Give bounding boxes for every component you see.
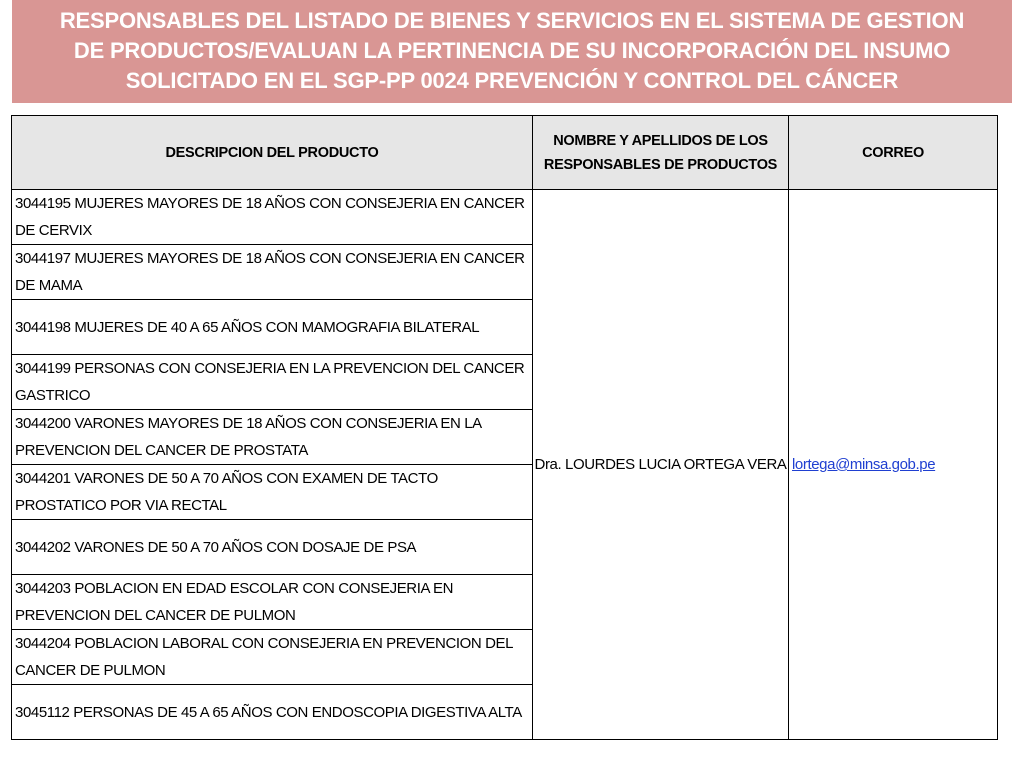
- responsible-name: Dra. LOURDES LUCIA ORTEGA VERA: [533, 190, 789, 740]
- header-email: CORREO: [789, 116, 998, 190]
- title-line-3: SOLICITADO EN EL SGP-PP 0024 PREVENCIÓN Y CONTROL DEL CÁNCER: [125, 67, 899, 93]
- table-header-row: [12, 116, 998, 190]
- header-responsible-line-2: RESPONSABLES DE PRODUCTOS: [543, 156, 778, 173]
- title-line-2: DE PRODUCTOS/EVALUAN LA PERTINENCIA DE SU INCORPORACIÓN DEL INSUMO: [73, 37, 951, 63]
- product-description: 3044202 VARONES DE 50 A 70 AÑOS CON DOSAJE DE PSA: [12, 520, 533, 575]
- header-responsible: [533, 116, 789, 190]
- product-description: 3044200 VARONES MAYORES DE 18 AÑOS CON CONSEJERIA EN LA PREVENCION DEL CANCER DE PROSTATA: [12, 410, 533, 465]
- product-description: 3044197 MUJERES MAYORES DE 18 AÑOS CON CONSEJERIA EN CANCER DE MAMA: [12, 245, 533, 300]
- header-description: DESCRIPCION DEL PRODUCTO: [12, 116, 533, 190]
- header-responsible-line-1: NOMBRE Y APELLIDOS DE LOS: [553, 132, 768, 149]
- products-table: [11, 115, 998, 740]
- product-description: 3044203 POBLACION EN EDAD ESCOLAR CON CONSEJERIA EN PREVENCION DEL CANCER DE PULMON: [12, 575, 533, 630]
- product-description: 3044204 POBLACION LABORAL CON CONSEJERIA EN PREVENCION DEL CANCER DE PULMON: [12, 630, 533, 685]
- product-description: 3044199 PERSONAS CON CONSEJERIA EN LA PREVENCION DEL CANCER GASTRICO: [12, 355, 533, 410]
- email-cell: [789, 190, 998, 740]
- email-link[interactable]: lortega@minsa.gob.pe: [792, 456, 936, 473]
- product-description: 3044201 VARONES DE 50 A 70 AÑOS CON EXAMEN DE TACTO PROSTATICO POR VIA RECTAL: [12, 465, 533, 520]
- product-description: 3044195 MUJERES MAYORES DE 18 AÑOS CON CONSEJERIA EN CANCER DE CERVIX: [12, 190, 533, 245]
- product-description: 3044198 MUJERES DE 40 A 65 AÑOS CON MAMOGRAFIA BILATERAL: [12, 300, 533, 355]
- title-banner: [12, 0, 1012, 103]
- table-row: [12, 190, 998, 245]
- product-description: 3045112 PERSONAS DE 45 A 65 AÑOS CON ENDOSCOPIA DIGESTIVA ALTA: [12, 685, 533, 740]
- title-line-1: RESPONSABLES DEL LISTADO DE BIENES Y SERVICIOS EN EL SISTEMA DE GESTION: [59, 7, 965, 33]
